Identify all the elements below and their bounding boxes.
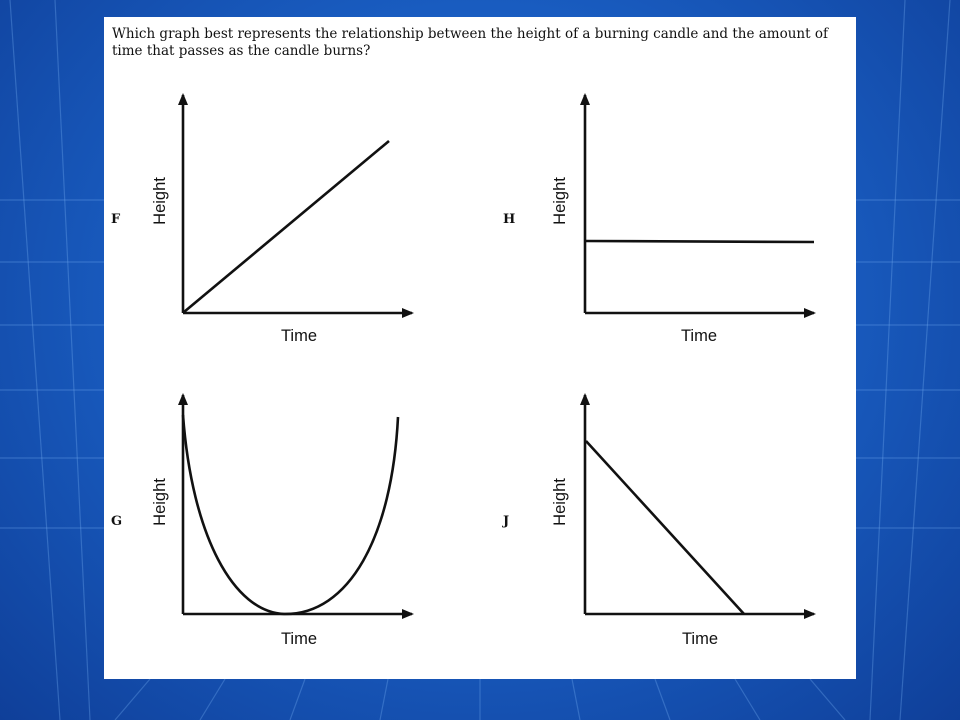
- graph-option-f[interactable]: [111, 95, 412, 345]
- y-axis-label-g: Height: [151, 478, 169, 526]
- option-letter-g: G: [111, 514, 123, 529]
- option-letter-f: F: [111, 212, 121, 227]
- curve-g: [183, 415, 398, 614]
- graph-option-h[interactable]: [503, 95, 814, 345]
- question-text: Which graph best represents the relationship between the height of a burning candle and the amount of time that passes as the candle burns?: [112, 26, 828, 59]
- y-axis-label-j: Height: [551, 478, 569, 526]
- y-axis-label-h: Height: [551, 177, 569, 225]
- question-panel: [104, 17, 856, 679]
- x-axis-label-j: Time: [681, 630, 719, 648]
- option-letter-h: H: [503, 212, 516, 227]
- graph-option-j[interactable]: [502, 395, 814, 648]
- graph-option-g[interactable]: [111, 395, 412, 648]
- curve-h: [585, 241, 814, 242]
- x-axis-label-h: Time: [680, 327, 718, 345]
- x-axis-label-g: Time: [280, 630, 318, 648]
- answer-graphs: [104, 17, 856, 679]
- x-axis-label-f: Time: [280, 327, 318, 345]
- curve-j: [586, 441, 744, 614]
- curve-f: [184, 141, 389, 312]
- y-axis-label-f: Height: [151, 177, 169, 225]
- option-letter-j: J: [503, 514, 510, 529]
